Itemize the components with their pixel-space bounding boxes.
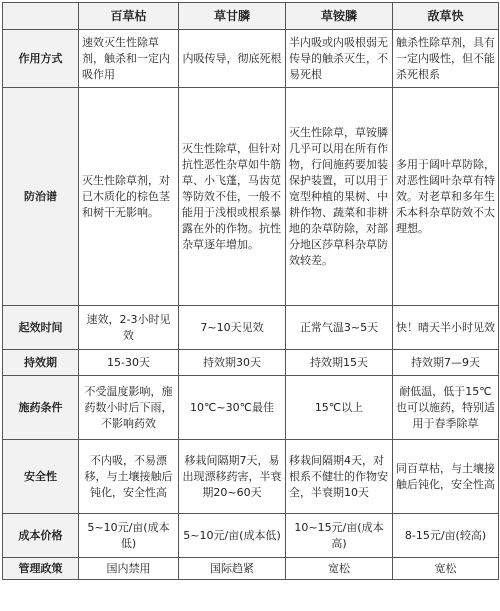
row-label: 施药条件 — [3, 376, 79, 440]
header-row — [3, 3, 499, 30]
table-cell: 灭生性除草剂，对已木质化的棕色茎和树干无影响。 — [79, 88, 179, 306]
table-cell: 15-30天 — [79, 350, 179, 376]
table-cell: 持效期7—9天 — [393, 350, 499, 376]
table-row — [3, 558, 499, 580]
table-cell: 半内吸或内吸根弱无传导的触杀灭生，不易死根 — [286, 30, 393, 88]
table-cell: 同百草枯，与土壤接触后钝化，安全性高 — [393, 440, 499, 514]
table-cell: 耐低温，低于15℃也可以施药，特别适用于春季除草 — [393, 376, 499, 440]
table-cell: 5~10元/亩(成本低) — [179, 514, 286, 558]
table-cell: 持效期30天 — [179, 350, 286, 376]
table-row — [3, 440, 499, 514]
table-cell: 10~15元/亩(成本高) — [286, 514, 393, 558]
table-cell: 5~10元/亩(成本低) — [79, 514, 179, 558]
table-row — [3, 350, 499, 376]
table-cell: 不内吸，不易漂移，与土壤接触后钝化，安全性高 — [79, 440, 179, 514]
row-label: 起效时间 — [3, 306, 79, 350]
table-cell: 7~10天见效 — [179, 306, 286, 350]
corner-cell — [3, 3, 79, 30]
row-label: 成本价格 — [3, 514, 79, 558]
table-row — [3, 88, 499, 306]
row-label: 持效期 — [3, 350, 79, 376]
column-header-paraquat: 百草枯 — [79, 3, 179, 30]
herbicide-comparison-table — [2, 2, 499, 580]
table-cell: 国际趋紧 — [179, 558, 286, 580]
table-cell: 15℃以上 — [286, 376, 393, 440]
table-cell: 持效期15天 — [286, 350, 393, 376]
table-cell: 宽松 — [393, 558, 499, 580]
row-label: 作用方式 — [3, 30, 79, 88]
table-cell: 触杀性除草剂，具有一定内吸性，但不能杀死根系 — [393, 30, 499, 88]
table-cell: 8-15元/亩(较高) — [393, 514, 499, 558]
table-cell: 正常气温3~5天 — [286, 306, 393, 350]
row-label: 管理政策 — [3, 558, 79, 580]
column-header-glyphosate: 草甘膦 — [179, 3, 286, 30]
table-cell: 速效，2-3小时见效 — [79, 306, 179, 350]
table-cell: 快！晴天半小时见效 — [393, 306, 499, 350]
column-header-glufosinate: 草铵膦 — [286, 3, 393, 30]
table-row — [3, 376, 499, 440]
table-cell: 多用于阔叶草防除，对恶性阔叶杂草有特效。对老草和多年生禾本科杂草防效不太理想。 — [393, 88, 499, 306]
row-label: 防治谱 — [3, 88, 79, 306]
table-row — [3, 30, 499, 88]
table-cell: 国内禁用 — [79, 558, 179, 580]
table-row — [3, 514, 499, 558]
table-cell: 速效灭生性除草剂，触杀和一定内吸作用 — [79, 30, 179, 88]
table-cell: 移栽间隔期7天，易出现漂移药害，半衰期20~60天 — [179, 440, 286, 514]
column-header-diquat: 敌草快 — [393, 3, 499, 30]
table-cell: 10℃~30℃最佳 — [179, 376, 286, 440]
table-cell: 内吸传导，彻底死根 — [179, 30, 286, 88]
table-cell: 宽松 — [286, 558, 393, 580]
table-cell: 灭生性除草，但针对抗性恶性杂草如牛筋草、小飞蓬，马齿苋等防效不佳，一般不能用于浅根或根系暴露在外的作物。抗性杂草逐年增加。 — [179, 88, 286, 306]
table-cell: 不受温度影响，施药数小时后下雨，不影响药效 — [79, 376, 179, 440]
table-row — [3, 306, 499, 350]
table-cell: 灭生性除草，草铵膦几乎可以用在所有作物，行间施药要加装保护装置，可以用于宽型种植的果树、中耕作物、蔬菜和非耕地的杂草防除，对部分地区莎草科杂草防效较差。 — [286, 88, 393, 306]
table-cell: 移栽间隔期4天，对根系不健壮的作物安全，半衰期10天 — [286, 440, 393, 514]
row-label: 安全性 — [3, 440, 79, 514]
